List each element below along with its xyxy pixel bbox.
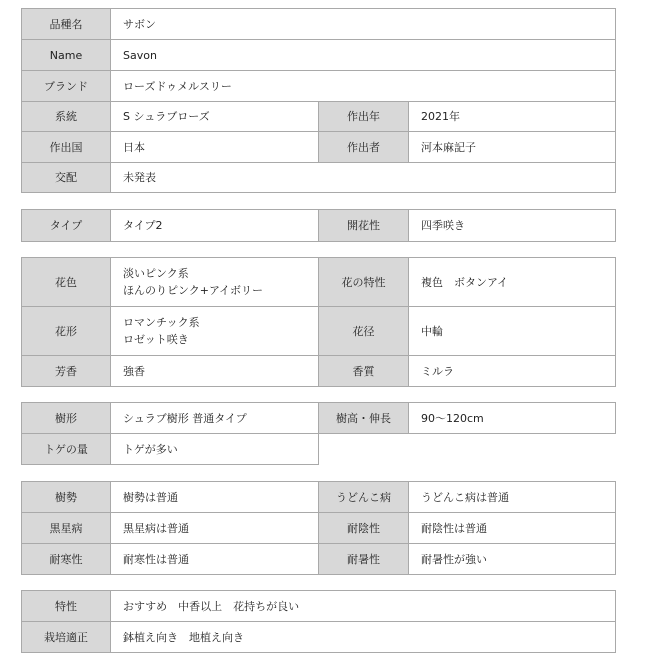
tree-shape-value: シュラブ樹形 普通タイプ xyxy=(111,403,319,434)
flower-form-label: 花形 xyxy=(22,307,111,356)
thorns-value: トゲが多い xyxy=(111,434,319,465)
shade-label: 耐陰性 xyxy=(319,513,409,544)
breeder-value: 河本麻記子 xyxy=(409,132,616,163)
bloom-label: 開花性 xyxy=(319,210,409,242)
tree-shape-label: 樹形 xyxy=(22,403,111,434)
cold-label: 耐寒性 xyxy=(22,544,111,575)
flower-color-line-1: 淡いピンク系 xyxy=(123,267,189,280)
parentage-value: 未発表 xyxy=(111,163,616,193)
year-label: 作出年 xyxy=(319,102,409,132)
flower-size-value: 中輪 xyxy=(409,307,616,356)
parentage-label: 交配 xyxy=(22,163,111,193)
flower-color-label: 花色 xyxy=(22,258,111,307)
variety-label: 品種名 xyxy=(22,9,111,40)
cultivation-label: 栽培適正 xyxy=(22,622,111,653)
tree-table xyxy=(21,402,616,465)
empty-cell xyxy=(319,434,616,465)
flower-size-label: 花径 xyxy=(319,307,409,356)
basic-info-table xyxy=(21,8,616,193)
heat-value: 耐暑性が強い xyxy=(409,544,616,575)
mildew-value: うどんこ病は普通 xyxy=(409,482,616,513)
tree-height-label: 樹高・伸長 xyxy=(319,403,409,434)
lineage-label: 系統 xyxy=(22,102,111,132)
scent-value: 強香 xyxy=(111,356,319,387)
type-table xyxy=(21,209,616,242)
name-label: Name xyxy=(22,40,111,71)
type-value: タイプ2 xyxy=(111,210,319,242)
country-label: 作出国 xyxy=(22,132,111,163)
flower-color-value xyxy=(111,258,319,307)
bloom-value: 四季咲き xyxy=(409,210,616,242)
heat-label: 耐暑性 xyxy=(319,544,409,575)
shade-value: 耐陰性は普通 xyxy=(409,513,616,544)
breeder-label: 作出者 xyxy=(319,132,409,163)
brand-label: ブランド xyxy=(22,71,111,102)
traits-table xyxy=(21,590,616,653)
scent-type-label: 香質 xyxy=(319,356,409,387)
vigor-label: 樹勢 xyxy=(22,482,111,513)
scent-type-value: ミルラ xyxy=(409,356,616,387)
year-value: 2021年 xyxy=(409,102,616,132)
flower-color-line-2: ほんのりピンク+アイボリー xyxy=(123,284,264,297)
name-value: Savon xyxy=(111,40,616,71)
flower-feature-value: 複色 ボタンアイ xyxy=(409,258,616,307)
blackspot-value: 黒星病は普通 xyxy=(111,513,319,544)
traits-label: 特性 xyxy=(22,591,111,622)
flower-table xyxy=(21,257,616,387)
blackspot-label: 黒星病 xyxy=(22,513,111,544)
tree-height-value: 90〜120cm xyxy=(409,403,616,434)
flower-form-line-1: ロマンチック系 xyxy=(123,316,200,329)
vigor-value: 樹勢は普通 xyxy=(111,482,319,513)
country-value: 日本 xyxy=(111,132,319,163)
mildew-label: うどんこ病 xyxy=(319,482,409,513)
flower-form-value xyxy=(111,307,319,356)
variety-value: サボン xyxy=(111,9,616,40)
cultivation-value: 鉢植え向き 地植え向き xyxy=(111,622,616,653)
health-table xyxy=(21,481,616,575)
traits-value: おすすめ 中香以上 花持ちが良い xyxy=(111,591,616,622)
thorns-label: トゲの量 xyxy=(22,434,111,465)
scent-label: 芳香 xyxy=(22,356,111,387)
flower-form-line-2: ロゼット咲き xyxy=(123,333,189,346)
lineage-value: S シュラブローズ xyxy=(111,102,319,132)
flower-feature-label: 花の特性 xyxy=(319,258,409,307)
cold-value: 耐寒性は普通 xyxy=(111,544,319,575)
brand-value: ローズドゥメルスリー xyxy=(111,71,616,102)
type-label: タイプ xyxy=(22,210,111,242)
